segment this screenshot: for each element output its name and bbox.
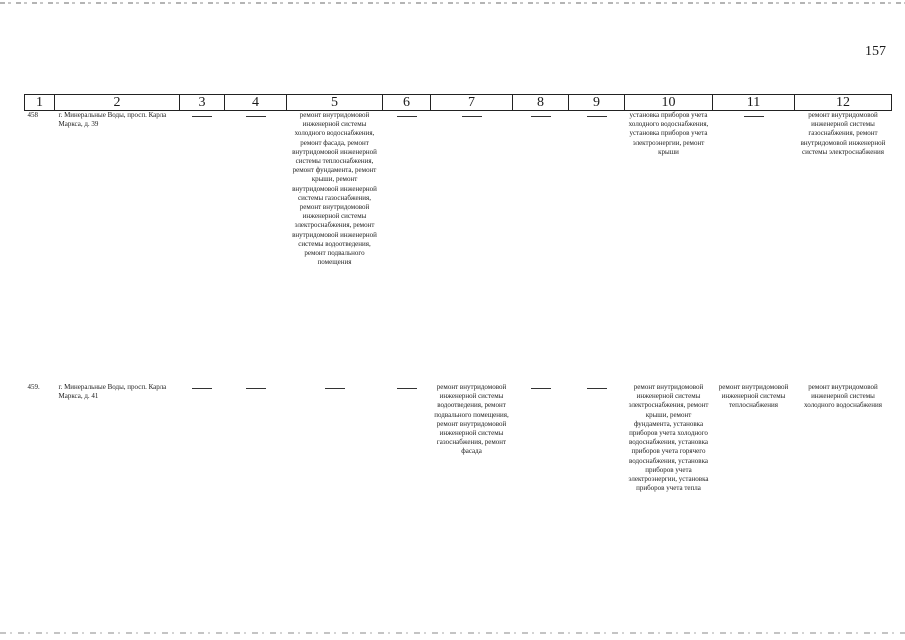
col-header-5: 5 bbox=[287, 95, 383, 111]
empty-value-dash bbox=[246, 388, 266, 389]
dash-cell bbox=[431, 111, 513, 384]
col-header-2: 2 bbox=[55, 95, 180, 111]
dash-cell bbox=[225, 111, 287, 384]
empty-value-dash bbox=[397, 116, 417, 117]
col-header-7: 7 bbox=[431, 95, 513, 111]
row-number: 458 bbox=[27, 111, 38, 119]
empty-value-dash bbox=[744, 116, 764, 117]
col-header-4: 4 bbox=[225, 95, 287, 111]
work-cell: ремонт внутридомовой инженерной системы холодного водоснабжения, ремонт фасада, ремонт внутридомовой инженерной системы теплоснабжения, ремонт фундамента, ремонт крыши, ремонт внутридомовой инженерной системы газоснабжения, ремонт внутридомовой инженерной системы электроснабжения, ремонт внутридомовой инженерной системы водоотведения, ремонт подвального помещения bbox=[292, 111, 377, 267]
col-header-6: 6 bbox=[383, 95, 431, 111]
work-cell: ремонт внутридомовой инженерной системы холодного водоснабжения bbox=[804, 383, 882, 410]
scan-edge-top bbox=[0, 2, 905, 4]
page-number: 157 bbox=[865, 44, 886, 59]
empty-value-dash bbox=[397, 388, 417, 389]
empty-value-dash bbox=[192, 388, 212, 389]
scan-edge-bottom bbox=[0, 632, 905, 634]
empty-value-dash bbox=[246, 116, 266, 117]
empty-value-dash bbox=[531, 388, 551, 389]
dash-cell bbox=[180, 383, 225, 573]
address-cell: г. Минеральные Воды, просп. Карла Маркса, д. 41 bbox=[58, 383, 167, 401]
empty-value-dash bbox=[192, 116, 212, 117]
dash-cell bbox=[713, 111, 795, 384]
col-header-8: 8 bbox=[513, 95, 569, 111]
dash-cell bbox=[180, 111, 225, 384]
work-cell: ремонт внутридомовой инженерной системы газоснабжения, ремонт внутридомовой инженерной системы электроснабжения bbox=[800, 111, 886, 156]
dash-cell bbox=[287, 383, 383, 573]
dash-cell bbox=[383, 111, 431, 384]
table-row bbox=[25, 111, 892, 384]
empty-value-dash bbox=[587, 116, 607, 117]
empty-value-dash bbox=[531, 116, 551, 117]
work-cell: установка приборов учета холодного водоснабжения, установка приборов учета электроэнергии, ремонт крыши bbox=[628, 111, 709, 156]
work-cell: ремонт внутридомовой инженерной системы электроснабжения, ремонт крыши, ремонт фундамента, установка приборов учета холодного водоснабжения, установка приборов учета горячего водоснабжения, установка приборов учета электроэнергии, установка приборов учета тепла bbox=[628, 383, 709, 493]
dash-cell bbox=[569, 383, 625, 573]
dash-cell bbox=[513, 383, 569, 573]
work-cell: ремонт внутридомовой инженерной системы водоотведения, ремонт подвального помещения, ремонт внутридомовой инженерной системы газоснабжения, ремонт фасада bbox=[434, 383, 509, 456]
col-header-10: 10 bbox=[625, 95, 713, 111]
dash-cell bbox=[569, 111, 625, 384]
dash-cell bbox=[383, 383, 431, 573]
header-row bbox=[25, 95, 892, 111]
empty-value-dash bbox=[462, 116, 482, 117]
table-row bbox=[25, 383, 892, 573]
registry-table bbox=[24, 94, 892, 573]
col-header-11: 11 bbox=[713, 95, 795, 111]
dash-cell bbox=[513, 111, 569, 384]
col-header-12: 12 bbox=[795, 95, 892, 111]
work-cell: ремонт внутридомовой инженерной системы теплоснабжения bbox=[718, 383, 789, 410]
address-cell: г. Минеральные Воды, просп. Карла Маркса, д. 39 bbox=[58, 111, 167, 129]
dash-cell bbox=[225, 383, 287, 573]
col-header-1: 1 bbox=[25, 95, 55, 111]
empty-value-dash bbox=[587, 388, 607, 389]
col-header-9: 9 bbox=[569, 95, 625, 111]
row-number: 459. bbox=[27, 383, 40, 391]
empty-value-dash bbox=[325, 388, 345, 389]
col-header-3: 3 bbox=[180, 95, 225, 111]
